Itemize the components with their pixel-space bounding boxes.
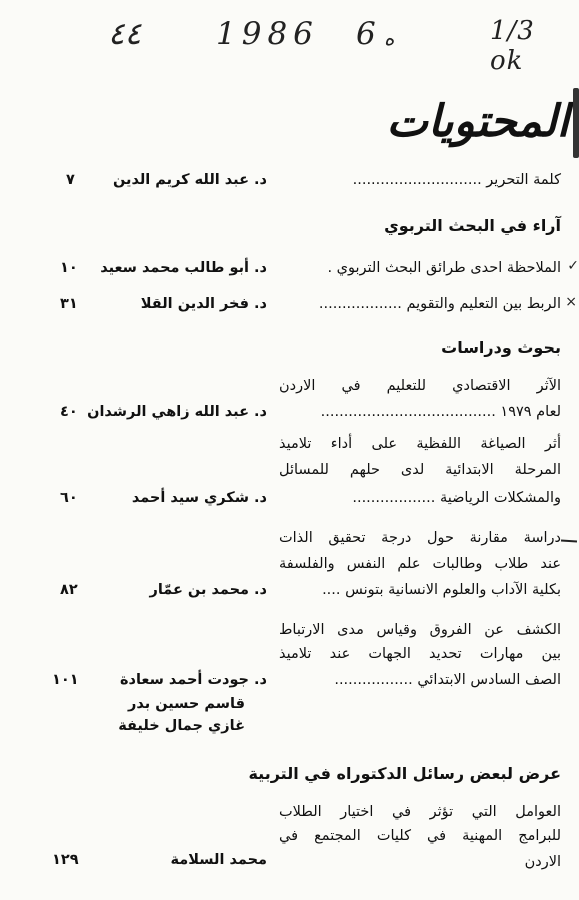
handwritten-ok: 1/3 ok [490, 16, 535, 76]
entry-page: ٨٢ [60, 582, 78, 598]
entry-title-line: دراسة مقارنة حول درجة تحقيق الذات [279, 530, 561, 546]
entry-title-line: الصف السادس الابتدائي ................. [334, 672, 561, 688]
check-mark-icon: ✓ [567, 258, 579, 274]
entry-title-line: العوامل التي تؤثر في اختيار الطلاب [279, 804, 561, 820]
entry-title-line: الكشف عن الفروق وقياس مدى الارتباط [279, 622, 561, 638]
handwritten-year: 1986 [216, 16, 319, 52]
section-heading: آراء في البحث التربوي [384, 216, 561, 235]
entry-page: ٦٠ [60, 490, 78, 506]
entry-title-line: والمشكلات الرياضية .................. [352, 490, 561, 506]
entry-author: محمد السلامة [170, 852, 267, 868]
entry-author: د. شكري سيد أحمد [131, 490, 267, 506]
handwritten-digit: 6 [356, 16, 377, 52]
handwritten-mark: ه [384, 26, 395, 50]
entry-author: د. محمد بن عمّار [149, 582, 267, 598]
entry-title-line: الآثر الاقتصادي للتعليم في الاردن [279, 378, 561, 394]
entry-title-line: بين مهارات تحديد الجهات عند تلاميذ [279, 646, 561, 662]
entry-author: د. جودت أحمد سعادة [119, 672, 267, 688]
entry-title-line: عند طلاب وطالبات علم النفس والفلسفة [279, 556, 561, 572]
cross-mark-icon: × [565, 294, 577, 310]
page-title: المحتويات [386, 96, 569, 147]
entry-title-line: بكلية الآداب والعلوم الانسانية بتونس .... [322, 582, 561, 598]
entry-page: ٤٠ [60, 404, 78, 420]
entry-author: د. فخر الدين القلا [140, 296, 267, 312]
entry-page: ٧ [66, 172, 75, 188]
entry-author: د. عبد الله زاهي الرشدان [87, 404, 267, 420]
entry-page: ٣١ [60, 296, 78, 312]
entry-title-line: كلمة التحرير ............................ [352, 172, 561, 188]
entry-author: د. عبد الله كريم الدين [112, 172, 267, 188]
section-heading: عرض لبعض رسائل الدكتوراه في التربية [248, 764, 561, 783]
entry-page: ١٠١ [52, 672, 79, 688]
entry-co-author: قاسم حسين بدر [127, 696, 245, 712]
section-heading: بحوث ودراسات [441, 338, 561, 357]
entry-title-line: الربط بين التعليم والتقويم .................. [318, 296, 561, 312]
entry-title-line: الملاحظة احدى طرائق البحث التربوي . [327, 260, 561, 276]
entry-page: ١٢٩ [52, 852, 79, 868]
entry-title-line: الاردن [524, 854, 561, 870]
page-edge-mark [573, 88, 579, 158]
handwritten-number: ٤٤ [108, 16, 142, 52]
entry-author: د. أبو طالب محمد سعيد [100, 260, 267, 276]
entry-title-line: أثر الصياغة اللفظية على أداء تلاميذ [279, 436, 561, 452]
handwritten-annotation [104, 8, 564, 76]
entry-title-line: لعام ١٩٧٩ ...................................... [320, 404, 561, 420]
entry-title-line: للبرامج المهنية في كليات المجتمع في [279, 828, 561, 844]
entry-co-author: غازي جمال خليفة [118, 718, 245, 734]
entry-title-line: المرحلة الابتدائية لدى حلهم للمسائل [279, 462, 561, 478]
margin-dash [561, 539, 577, 542]
entry-page: ١٠ [60, 260, 78, 276]
